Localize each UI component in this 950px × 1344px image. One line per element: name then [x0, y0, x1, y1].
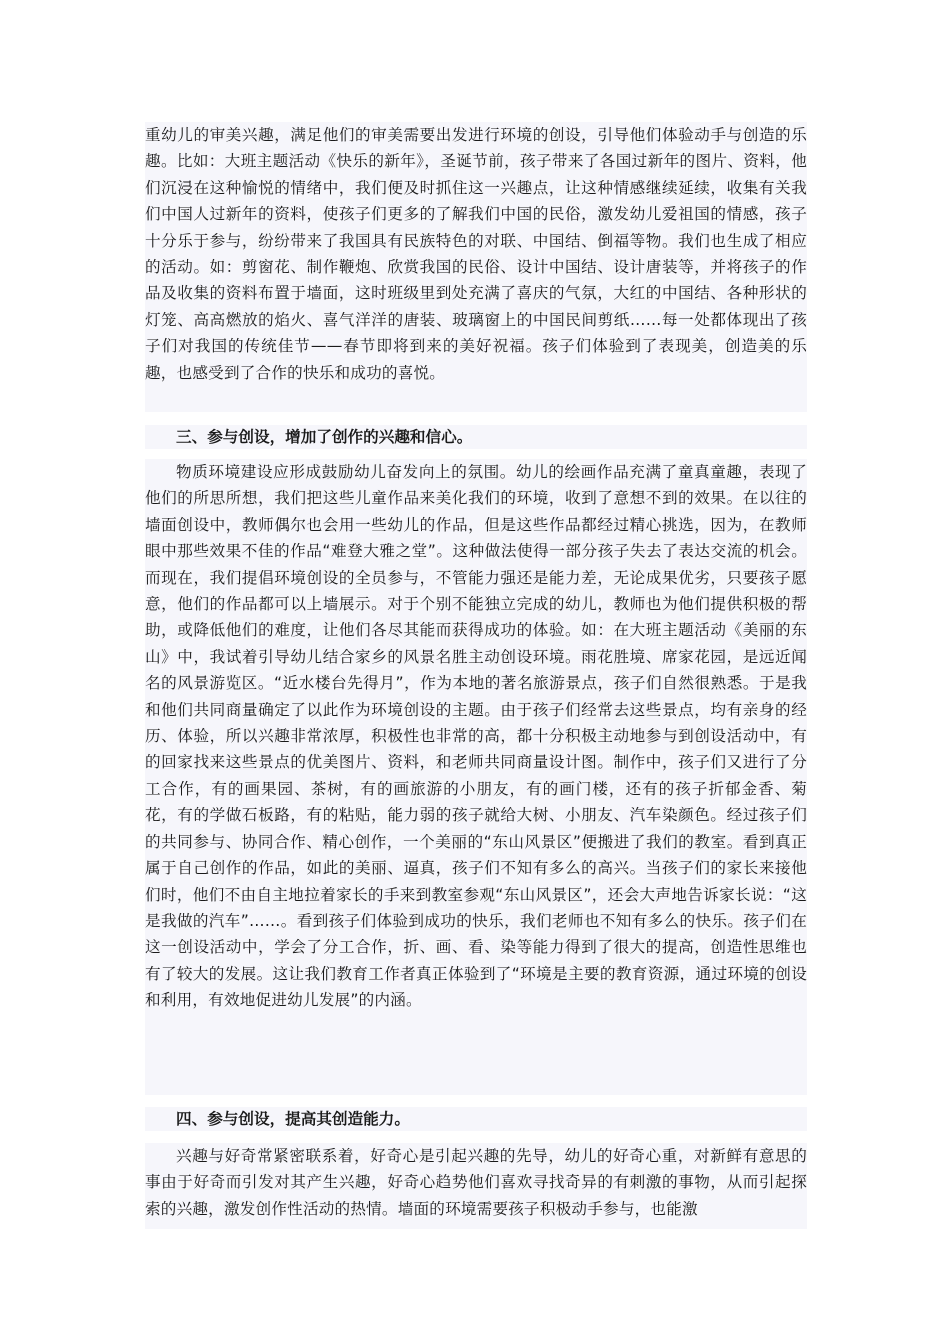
body-paragraph: 重幼儿的审美兴趣，满足他们的审美需要出发进行环境的创设，引导他们体验动手与创造的乐趣。比如：大班主题活动《快乐的新年》，圣诞节前，孩子带来了各国过新年的图片、资料，他们沉浸在这种愉悦的情绪中，我们便及时抓住这一兴趣点，让这种情感继续延续，收集有关我们中国人过新年的资料，使孩子们更多的了解我们中国的民俗，激发幼儿爱祖国的情感，孩子十分乐于参与，纷纷带来了我国具有民族特色的对联、中国结、倒福等物。我们也生成了相应的活动。如：剪窗花、制作鞭炮、欣赏我国的民俗、设计中国结、设计唐装等，并将孩子的作品及收集的资料布置于墙面，这时班级里到处充满了喜庆的气氛，大红的中国结、各种形状的灯笼、高高燃放的焰火、喜气洋洋的唐装、玻璃窗上的中国民间剪纸……每一处都体现出了孩子们对我国的传统佳节——春节即将到来的美好祝福。孩子们体验到了表现美，创造美的乐趣，也感受到了合作的快乐和成功的喜悦。 — [145, 126, 807, 382]
paragraph-block — [145, 1143, 807, 1229]
body-paragraph: 兴趣与好奇常紧密联系着，好奇心是引起兴趣的先导，幼儿的好奇心重，对新鲜有意思的事由于好奇而引发对其产生兴趣，好奇心趋势他们喜欢寻找奇异的有刺激的事物，从而引起探索的兴趣，激发创作性活动的热情。墙面的环境需要孩子积极动手参与，也能激 — [145, 1147, 807, 1218]
section-heading: 四、参与创设，提高其创造能力。 — [145, 1107, 807, 1131]
paragraph-block — [145, 459, 807, 1095]
paragraph-block — [145, 122, 807, 412]
section-heading: 三、参与创设，增加了创作的兴趣和信心。 — [145, 425, 807, 449]
body-paragraph: 物质环境建设应形成鼓励幼儿奋发向上的氛围。幼儿的绘画作品充满了童真童趣，表现了他们的所思所想，我们把这些儿童作品来美化我们的环境，收到了意想不到的效果。在以往的墙面创设中，教师偶尔也会用一些幼儿的作品，但是这些作品都经过精心挑选，因为，在教师眼中那些效果不佳的作品“难登大雅之堂”。这种做法使得一部分孩子失去了表达交流的机会。而现在，我们提倡环境创设的全员参与，不管能力强还是能力差，无论成果优劣，只要孩子愿意，他们的作品都可以上墙展示。对于个别不能独立完成的幼儿，教师也为他们提供积极的帮助，或降低他们的难度，让他们各尽其能而获得成功的体验。如：在大班主题活动《美丽的东山》中，我试着引导幼儿结合家乡的风景名胜主动创设环境。雨花胜境、席家花园，是远近闻名的风景游览区。“近水楼台先得月”，作为本地的著名旅游景点，孩子们自然很熟悉。于是我和他们共同商量确定了以此作为环境创设的主题。由于孩子们经常去这些景点，均有亲身的经历、体验，所以兴趣非常浓厚，积极性也非常的高，都十分积极主动地参与到创设活动中，有的回家找来这些景点的优美图片、资料，和老师共同商量设计图。制作中，孩子们又进行了分工合作，有的画果园、茶树，有的画旅游的小朋友，有的画门楼，还有的孩子折郁金香、菊花，有的学做石板路，有的粘贴，能力弱的孩子就给大树、小朋友、汽车染颜色。经过孩子们的共同参与、协同合作、精心创作，一个美丽的“东山风景区”便搬进了我们的教室。看到真正属于自己创作的作品，如此的美丽、逼真，孩子们不知有多么的高兴。当孩子们的家长来接他们时，他们不由自主地拉着家长的手来到教室参观“东山风景区”，还会大声地告诉家长说：“这是我做的汽车”……。看到孩子们体验到成功的快乐，我们老师也不知有多么的快乐。孩子们在这一创设活动中，学会了分工合作，折、画、看、染等能力得到了很大的提高，创造性思维也有了较大的发展。这让我们教育工作者真正体验到了“环境是主要的教育资源，通过环境的创设和利用，有效地促进幼儿发展”的内涵。 — [145, 463, 807, 1010]
